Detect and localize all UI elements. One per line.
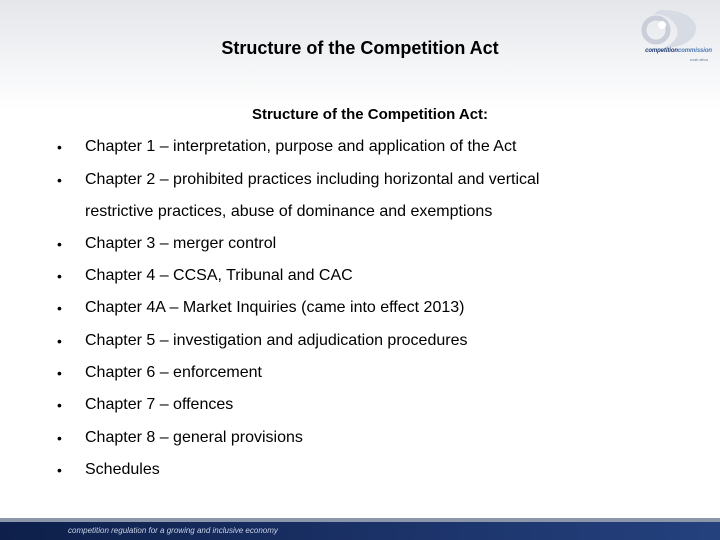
- bullet-text: Chapter 4 – CCSA, Tribunal and CAC: [85, 267, 353, 284]
- footer-bar: [0, 522, 720, 540]
- commission-logo-icon: [626, 8, 698, 50]
- logo-wordmark: [612, 48, 712, 54]
- bullet-text: Chapter 5 – investigation and adjudication procedures: [85, 332, 468, 349]
- competition-commission-logo: [612, 8, 712, 68]
- bullet-dot: •: [57, 139, 62, 155]
- bullet-text: Chapter 6 – enforcement: [85, 364, 262, 381]
- bullet-dot: •: [57, 172, 62, 188]
- bullet-dot: •: [57, 236, 62, 252]
- bullet-dot: •: [57, 397, 62, 413]
- bullet-dot: •: [57, 462, 62, 478]
- bullet-text: Chapter 4A – Market Inquiries (came into effect 2013): [85, 299, 465, 316]
- bullet-text: Schedules: [85, 461, 160, 478]
- bullet-dot: •: [57, 365, 62, 381]
- footer-tagline: competition regulation for a growing and inclusive economy: [68, 526, 278, 535]
- bullet-text: Chapter 7 – offences: [85, 396, 234, 413]
- bullet-text: Chapter 2 – prohibited practices including horizontal and vertical: [85, 171, 540, 188]
- bullet-dot: •: [57, 430, 62, 446]
- logo-subtext: south africa: [689, 58, 708, 62]
- logo-word-light: commission: [677, 48, 712, 54]
- slide-title: Structure of the Competition Act: [221, 38, 499, 58]
- bullet-dot: •: [57, 268, 62, 284]
- bullet-dot: •: [57, 300, 62, 316]
- slide-subtitle: Structure of the Competition Act:: [251, 106, 489, 123]
- bullet-dot: •: [57, 333, 62, 349]
- bullet-text: Chapter 3 – merger control: [85, 235, 277, 252]
- bullet-text: Chapter 1 – interpretation, purpose and application of the Act: [85, 138, 517, 155]
- logo-word-dark: competition: [645, 48, 678, 54]
- bullet-text-continuation: restrictive practices, abuse of dominance and exemptions: [85, 203, 493, 220]
- bullet-text: Chapter 8 – general provisions: [85, 429, 303, 446]
